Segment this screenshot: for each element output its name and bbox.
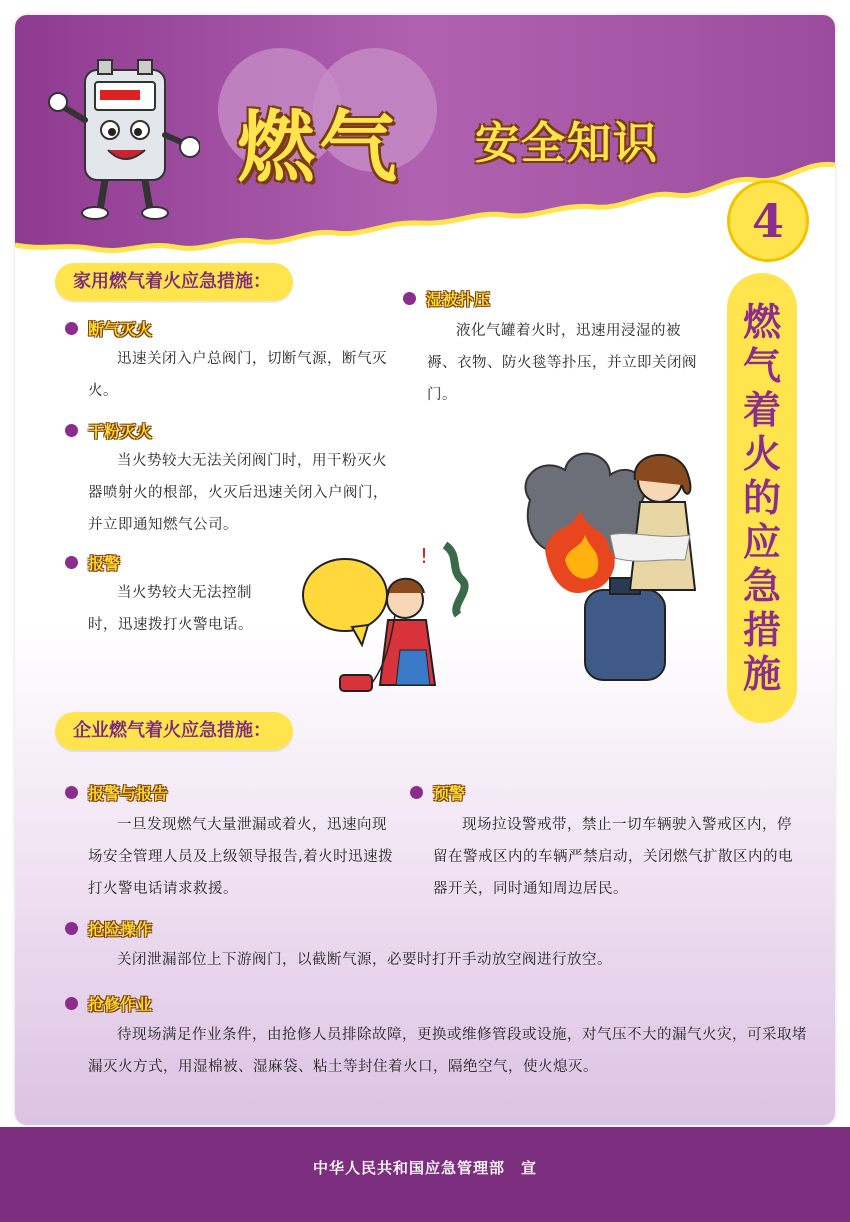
bullet-dot — [65, 997, 78, 1010]
title-safety-knowledge: 安全知识 — [475, 118, 659, 169]
bullet-dot — [65, 922, 78, 935]
item-text: 当火势较大无法控制时，迅速拨打火警电话。 — [88, 585, 253, 633]
item-emergency-operation — [65, 917, 152, 940]
item-text: 迅速关闭入户总阀门，切断气源，断气灭火。 — [88, 351, 387, 399]
gas-meter-mascot — [40, 50, 200, 225]
item-dry-powder — [65, 419, 152, 442]
vertical-title-char: 气 — [742, 344, 781, 388]
item-title: 干粉灭火 — [88, 422, 153, 441]
vertical-title-char: 急 — [742, 564, 781, 608]
title-gas: 燃气 — [237, 103, 402, 193]
item-text: 一旦发现燃气大量泄漏或着火，迅速向现场安全管理人员及上级领导报告,着火时迅速拨打火警电话请求救援。 — [88, 817, 394, 897]
enterprise-heading: 企业燃气着火应急措施： — [55, 712, 293, 750]
bullet-dot — [65, 322, 78, 335]
vertical-title — [727, 273, 797, 723]
item-wet-blanket — [403, 287, 490, 310]
footer-bar — [0, 1127, 850, 1222]
household-heading: 家用燃气着火应急措施： — [55, 263, 293, 301]
bullet-dot — [65, 424, 78, 437]
item-title: 报警 — [88, 554, 121, 573]
bullet-dot — [65, 786, 78, 799]
vertical-title-char: 火 — [742, 432, 781, 476]
vertical-title-char: 的 — [742, 476, 781, 520]
vertical-title-char: 措 — [742, 608, 781, 652]
item-text: 液化气罐着火时，迅速用浸湿的被褥、衣物、防火毯等扑压，并立即关闭阀门。 — [427, 323, 697, 403]
item-title: 抢险操作 — [88, 920, 153, 939]
svg-text:!: ! — [420, 544, 429, 568]
item-text: 当火势较大无法关闭阀门时，用干粉灭火器喷射火的根部，火灭后迅速关闭入户阀门，并立即通知燃气公司。 — [88, 453, 388, 533]
vertical-title-char: 燃 — [742, 300, 781, 344]
bullet-dot — [410, 786, 423, 799]
phone-call-illustration — [300, 535, 475, 700]
gas-tank-fire-illustration — [510, 440, 705, 690]
footer-publisher: 中华人民共和国应急管理部 宣 — [312, 1159, 537, 1177]
item-title: 湿被扑压 — [426, 290, 491, 309]
item-warning — [410, 781, 465, 804]
item-title: 断气灭火 — [88, 320, 153, 339]
item-text: 现场拉设警戒带，禁止一切车辆驶入警戒区内，停留在警戒区内的车辆严禁启动，关闭燃气扩散区内的电器开关，同时通知周边居民。 — [433, 817, 793, 897]
item-text: 待现场满足作业条件，由抢修人员排除故障，更换或维修管段或设施，对气压不大的漏气火灾，可采取堵漏灭火方式，用湿棉被、湿麻袋、粘土等封住着火口，隔绝空气，使火熄灭。 — [88, 1027, 807, 1075]
item-title: 抢修作业 — [88, 995, 153, 1014]
item-cut-gas — [65, 317, 152, 340]
issue-number-badge: 4 — [727, 180, 809, 262]
item-report — [65, 781, 168, 804]
vertical-title-char: 施 — [742, 652, 781, 696]
bullet-dot — [65, 556, 78, 569]
poster — [15, 15, 835, 1125]
vertical-title-char: 着 — [742, 388, 781, 432]
item-title: 报警与报告 — [88, 784, 169, 803]
item-title: 预警 — [433, 784, 466, 803]
item-call-police — [65, 551, 120, 574]
item-repair-work — [65, 992, 152, 1015]
item-text: 关闭泄漏部位上下游阀门，以截断气源，必要时打开手动放空阀进行放空。 — [117, 952, 612, 968]
vertical-title-char: 应 — [742, 520, 781, 564]
bullet-dot — [403, 292, 416, 305]
